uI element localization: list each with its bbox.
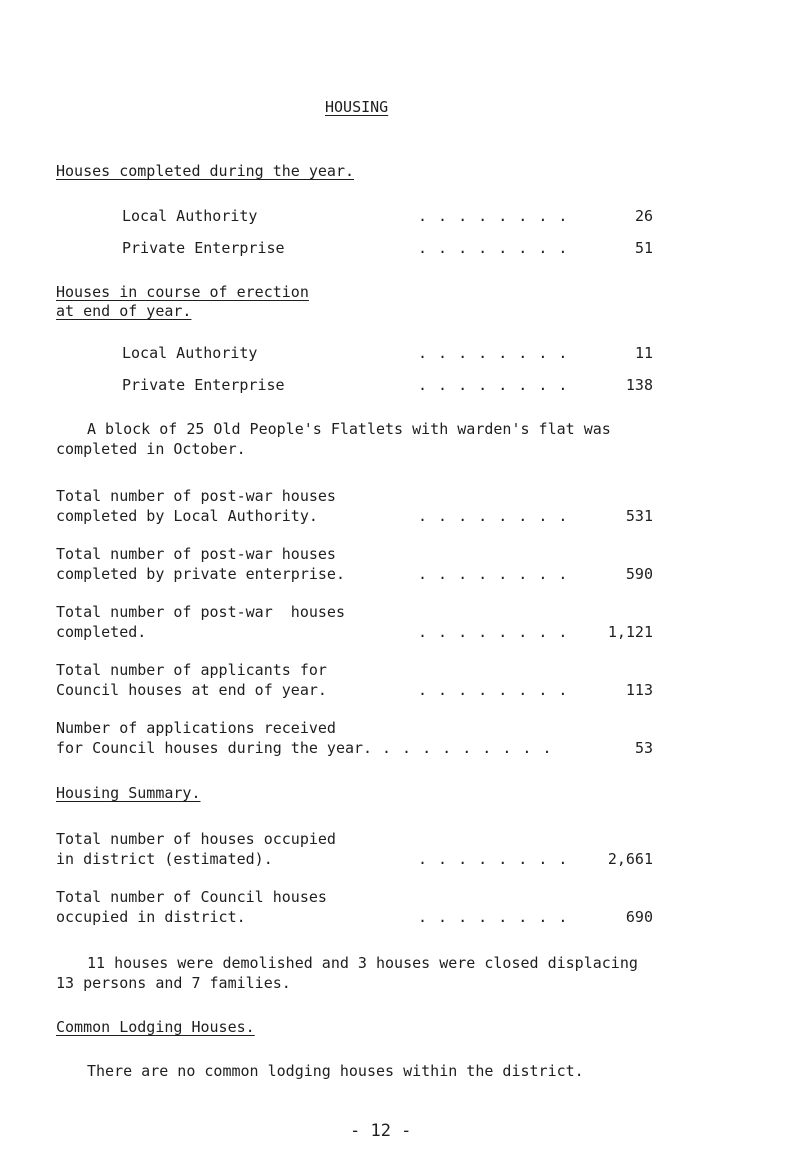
- total-label-line1: Number of applications received: [56, 719, 336, 737]
- total-label-line2: Council houses at end of year.: [56, 681, 327, 699]
- summary-label-line2: occupied in district.: [56, 908, 246, 926]
- leader-dots: . . . . . . . . .: [382, 739, 553, 757]
- demolition-text-line1: 11 houses were demolished and 3 houses were closed displacing: [87, 954, 638, 972]
- summary-label-line1: Total number of houses occupied: [56, 830, 336, 848]
- row-label-private-enterprise: Private Enterprise: [122, 376, 285, 394]
- demolition-text-line2: 13 persons and 7 families.: [56, 974, 291, 992]
- total-value-applications: 53: [634, 739, 653, 757]
- total-label-line2: for Council houses during the year.: [56, 739, 373, 757]
- total-value-la-postwar: 531: [625, 507, 653, 525]
- summary-label-line2: in district (estimated).: [56, 850, 273, 868]
- row-value-local-authority: 26: [634, 207, 653, 225]
- lodging-text: There are no common lodging houses within the district.: [87, 1062, 584, 1080]
- row-value-local-authority: 11: [634, 344, 653, 362]
- section-heading-completed: Houses completed during the year.: [56, 162, 355, 180]
- section-heading-lodging: Common Lodging Houses.: [56, 1018, 255, 1036]
- leader-dots: . . . . . . . .: [418, 908, 569, 926]
- total-label-line2: completed.: [56, 623, 147, 641]
- flatlets-text-line2: completed in October.: [56, 440, 246, 458]
- leader-dots: . . . . . . . .: [418, 376, 569, 394]
- leader-dots: . . . . . . . .: [418, 507, 569, 525]
- leader-dots: . . . . . . . .: [418, 681, 569, 699]
- total-value-applicants: 113: [625, 681, 653, 699]
- row-value-private-enterprise: 138: [625, 376, 653, 394]
- total-label-line1: Total number of applicants for: [56, 661, 327, 679]
- leader-dots: . . . . . . . .: [418, 565, 569, 583]
- row-label-private-enterprise: Private Enterprise: [122, 239, 285, 257]
- row-value-private-enterprise: 51: [634, 239, 653, 257]
- section-heading-summary: Housing Summary.: [56, 784, 201, 802]
- total-label-line1: Total number of post-war houses: [56, 603, 345, 621]
- leader-dots: . . . . . . . .: [418, 239, 569, 257]
- leader-dots: . . . . . . . .: [418, 344, 569, 362]
- summary-value-council: 690: [625, 908, 653, 926]
- summary-value-occupied: 2,661: [607, 850, 653, 868]
- total-label-line2: completed by private enterprise.: [56, 565, 345, 583]
- leader-dots: . . . . . . . .: [418, 207, 569, 225]
- section-heading-erection-line1: Houses in course of erection: [56, 283, 309, 301]
- flatlets-text-line1: A block of 25 Old People's Flatlets with warden's flat was: [87, 420, 611, 438]
- leader-dots: . . . . . . . .: [418, 850, 569, 868]
- page-title: HOUSING: [325, 98, 389, 116]
- page-number: - 12 -: [350, 1121, 412, 1141]
- total-value-private-postwar: 590: [625, 565, 653, 583]
- row-label-local-authority: Local Authority: [122, 207, 258, 225]
- row-label-local-authority: Local Authority: [122, 344, 258, 362]
- total-value-postwar-completed: 1,121: [607, 623, 653, 641]
- section-heading-erection-line2: at end of year.: [56, 302, 192, 320]
- total-label-line1: Total number of post-war houses: [56, 487, 336, 505]
- summary-label-line1: Total number of Council houses: [56, 888, 327, 906]
- leader-dots: . . . . . . . .: [418, 623, 569, 641]
- total-label-line2: completed by Local Authority.: [56, 507, 318, 525]
- total-label-line1: Total number of post-war houses: [56, 545, 336, 563]
